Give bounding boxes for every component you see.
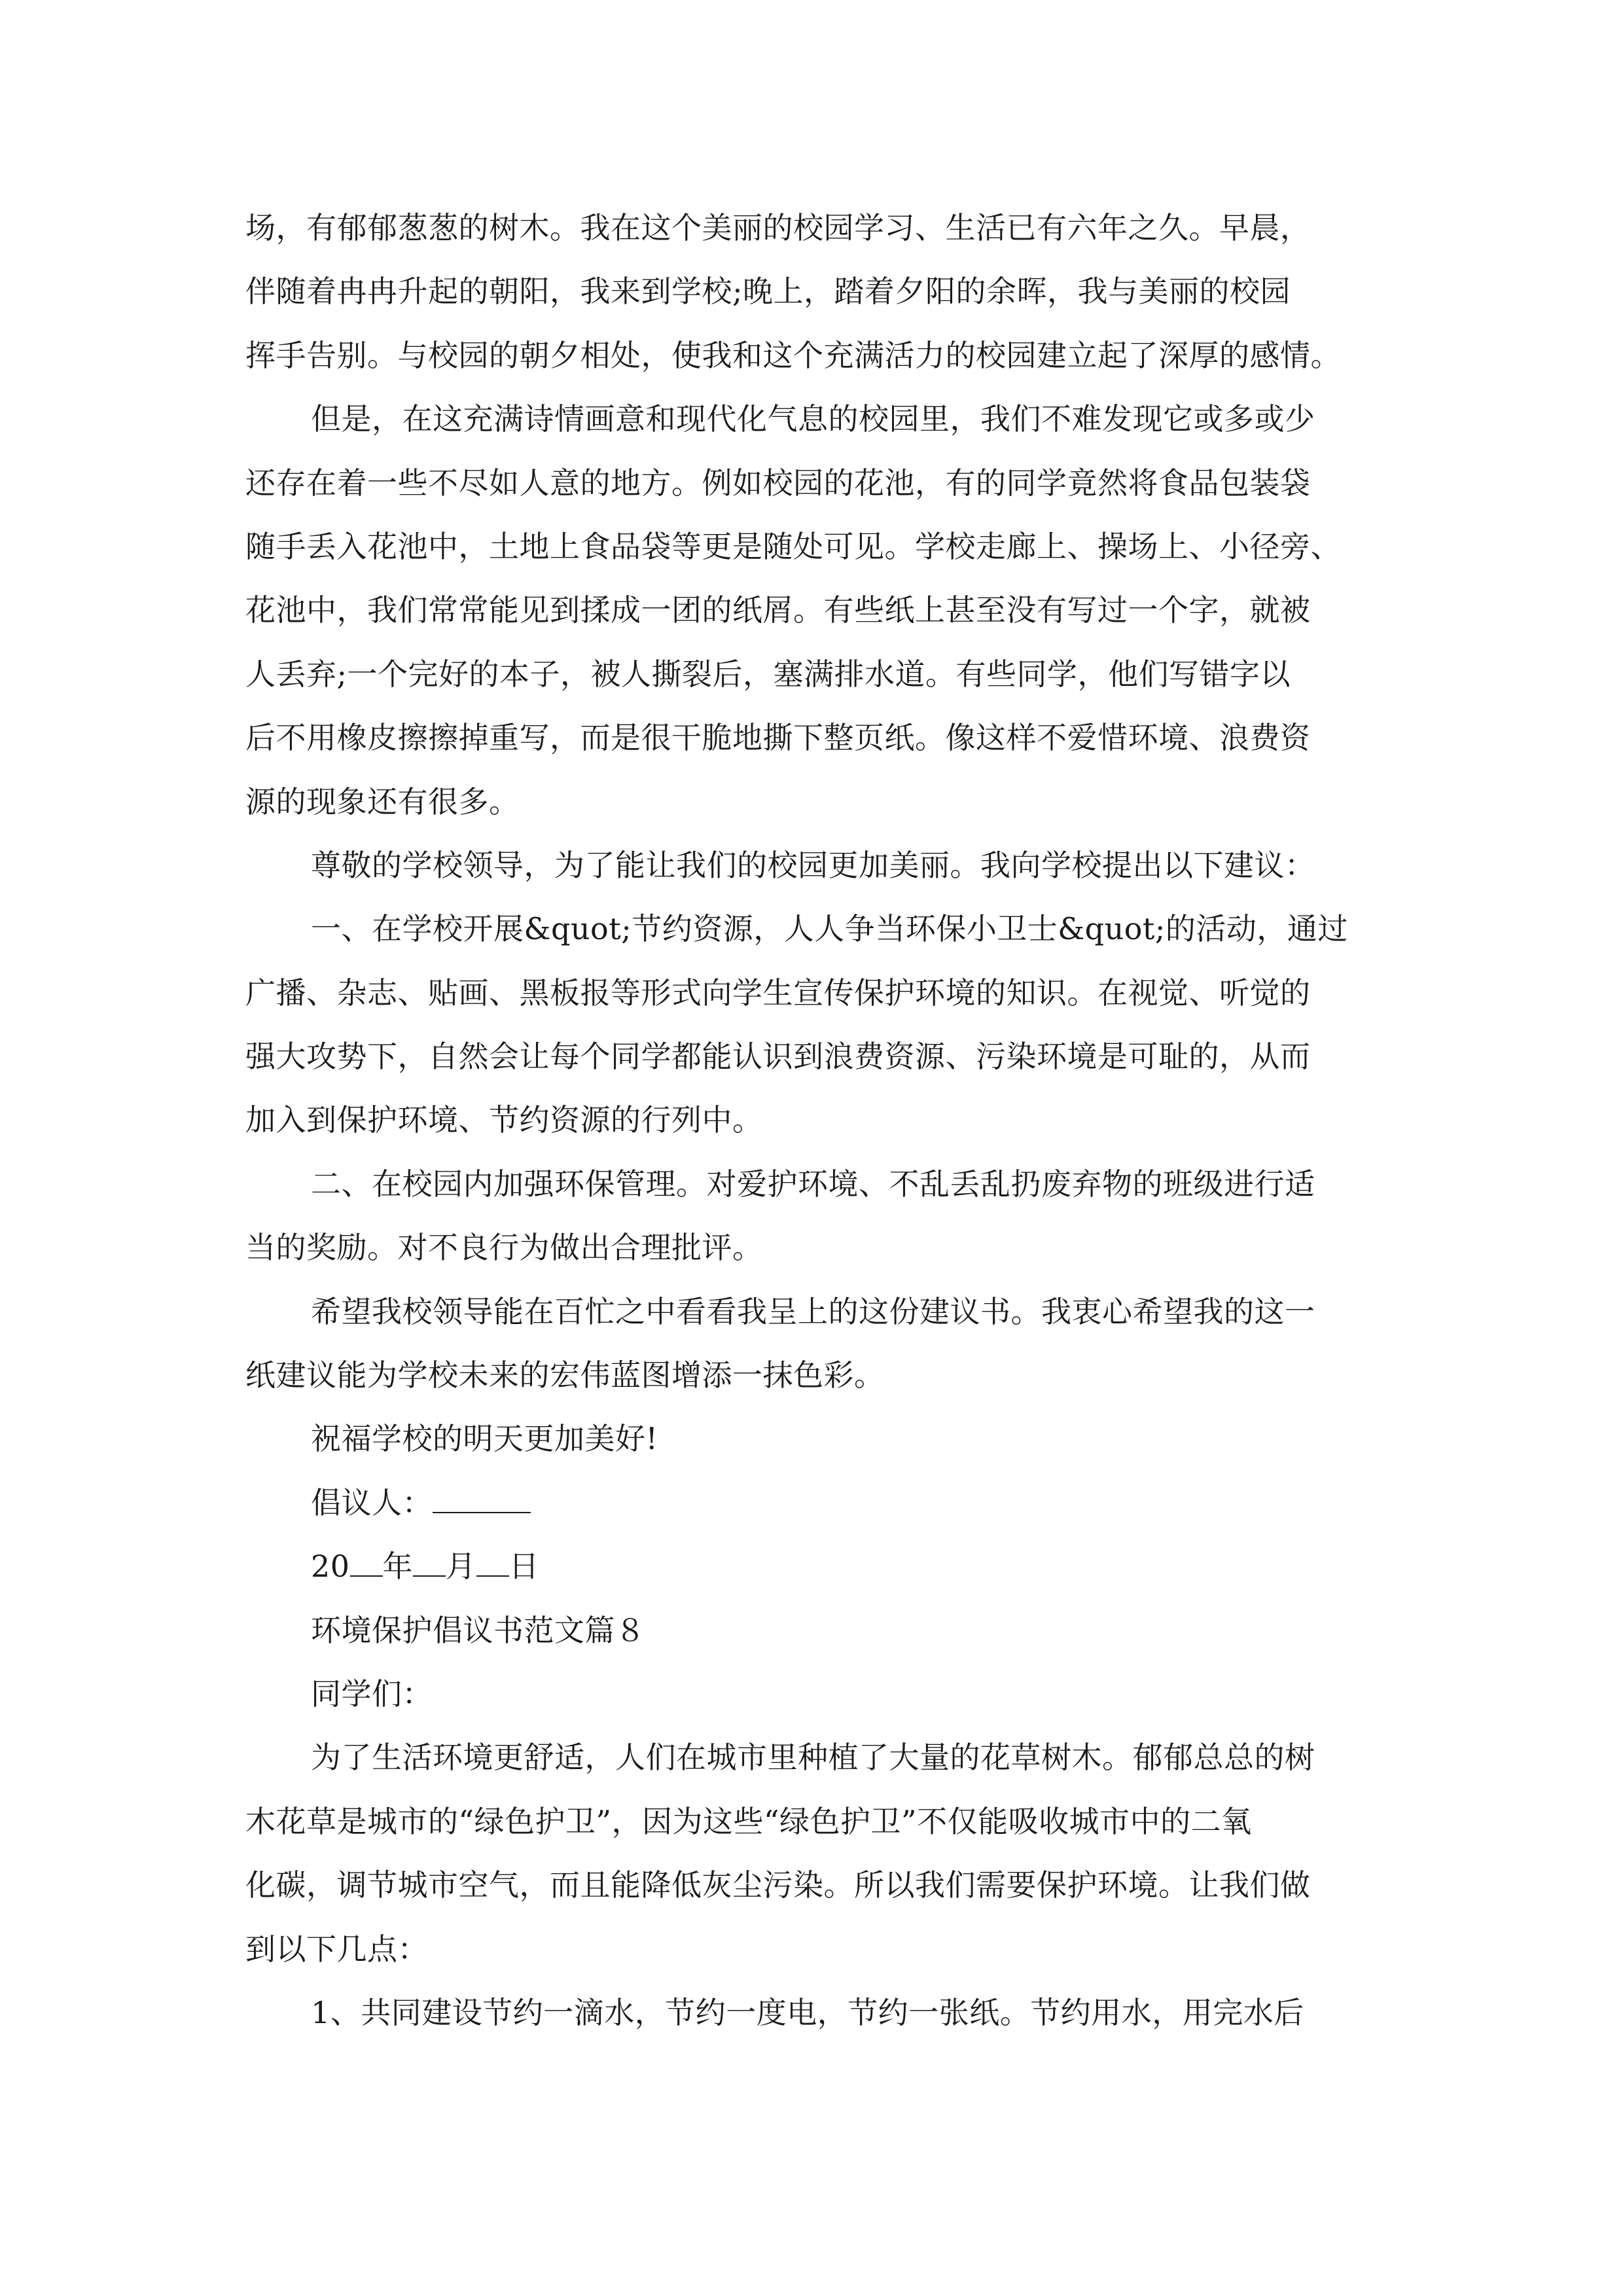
text-line: 加入到保护环境、节约资源的行列中。 xyxy=(245,1102,763,1138)
text-line: 源的现象还有很多。 xyxy=(245,783,520,819)
text-line: 木花草是城市的“绿色护卫”，因为这些“绿色护卫”不仅能吸收城市中的二氧 xyxy=(245,1803,1252,1839)
text-line: 到以下几点： xyxy=(245,1931,428,1967)
paragraph-start: 为了生活环境更舒适，人们在城市里种植了大量的花草树木。郁郁总总的树 xyxy=(311,1740,1315,1776)
text-line: 人丢弃;一个完好的本子，被人撕裂后，塞满排水道。有些同学，他们写错字以 xyxy=(245,656,1291,692)
day-blank xyxy=(476,1575,509,1577)
salutation: 同学们： xyxy=(311,1676,433,1712)
text-line: 伴随着冉冉升起的朝阳，我来到学校;晚上，踏着夕阳的余晖，我与美丽的校园 xyxy=(245,274,1291,310)
text-line: 化碳，调节城市空气，而且能降低灰尘污染。所以我们需要保护环境。让我们做 xyxy=(245,1867,1311,1903)
text-line: 后不用橡皮擦擦掉重写，而是很干脆地撕下整页纸。像这样不爱惜环境、浪费资 xyxy=(245,720,1311,756)
text-line: 广播、杂志、贴画、黑板报等形式向学生宣传保护环境的知识。在视觉、听觉的 xyxy=(245,975,1311,1011)
month-blank xyxy=(413,1575,446,1577)
signature-blank xyxy=(433,1512,531,1513)
closing-wish: 祝福学校的明天更加美好! xyxy=(311,1421,658,1457)
month-label: 月 xyxy=(446,1549,476,1585)
day-label: 日 xyxy=(508,1549,540,1585)
paragraph-start: 一、在学校开展&quot;节约资源，人人争当环保小卫士&quot;的活动，通过 xyxy=(311,911,1348,947)
signature-line xyxy=(245,1471,1378,1535)
year-blank xyxy=(350,1575,383,1577)
text-line: 挥手告别。与校园的朝夕相处，使我和这个充满活力的校园建立起了深厚的感情。 xyxy=(245,337,1341,373)
year-label: 年 xyxy=(382,1549,414,1585)
paragraph-start: 但是，在这充满诗情画意和现代化气息的校园里，我们不难发现它或多或少 xyxy=(311,401,1315,437)
text-line: 随手丢入花池中，土地上食品袋等更是随处可见。学校走廊上、操场上、小径旁、 xyxy=(245,528,1341,564)
paragraph-start: 希望我校领导能在百忙之中看看我呈上的这份建议书。我衷心希望我的这一 xyxy=(311,1293,1315,1329)
section-title: 环境保护倡议书范文篇８ xyxy=(311,1612,646,1648)
list-item: 1、共同建设节约一滴水，节约一度电，节约一张纸。节约用水，用完水后 xyxy=(311,1994,1304,2030)
signature-label: 倡议人： xyxy=(311,1484,433,1520)
paragraph-start: 二、在校园内加强环保管理。对爱护环境、不乱丢乱扔废弃物的班级进行适 xyxy=(311,1166,1315,1202)
text-line: 花池中，我们常常能见到揉成一团的纸屑。有些纸上甚至没有写过一个字，就被 xyxy=(245,592,1311,628)
paragraph-start: 尊敬的学校领导，为了能让我们的校园更加美丽。我向学校提出以下建议： xyxy=(311,847,1315,883)
text-line: 强大攻势下，自然会让每个同学都能认识到浪费资源、污染环境是可耻的，从而 xyxy=(245,1039,1311,1075)
text-line: 当的奖励。对不良行为做出合理批评。 xyxy=(245,1230,763,1266)
date-prefix: 20 xyxy=(311,1549,350,1585)
text-line: 纸建议能为学校未来的宏伟蓝图增添一抹色彩。 xyxy=(245,1357,885,1393)
document-body xyxy=(245,196,1378,2045)
date-line xyxy=(245,1535,1378,1598)
text-line: 场，有郁郁葱葱的树木。我在这个美丽的校园学习、生活已有六年之久。早晨， xyxy=(245,210,1311,245)
text-line: 还存在着一些不尽如人意的地方。例如校园的花池，有的同学竟然将食品包装袋 xyxy=(245,465,1311,501)
